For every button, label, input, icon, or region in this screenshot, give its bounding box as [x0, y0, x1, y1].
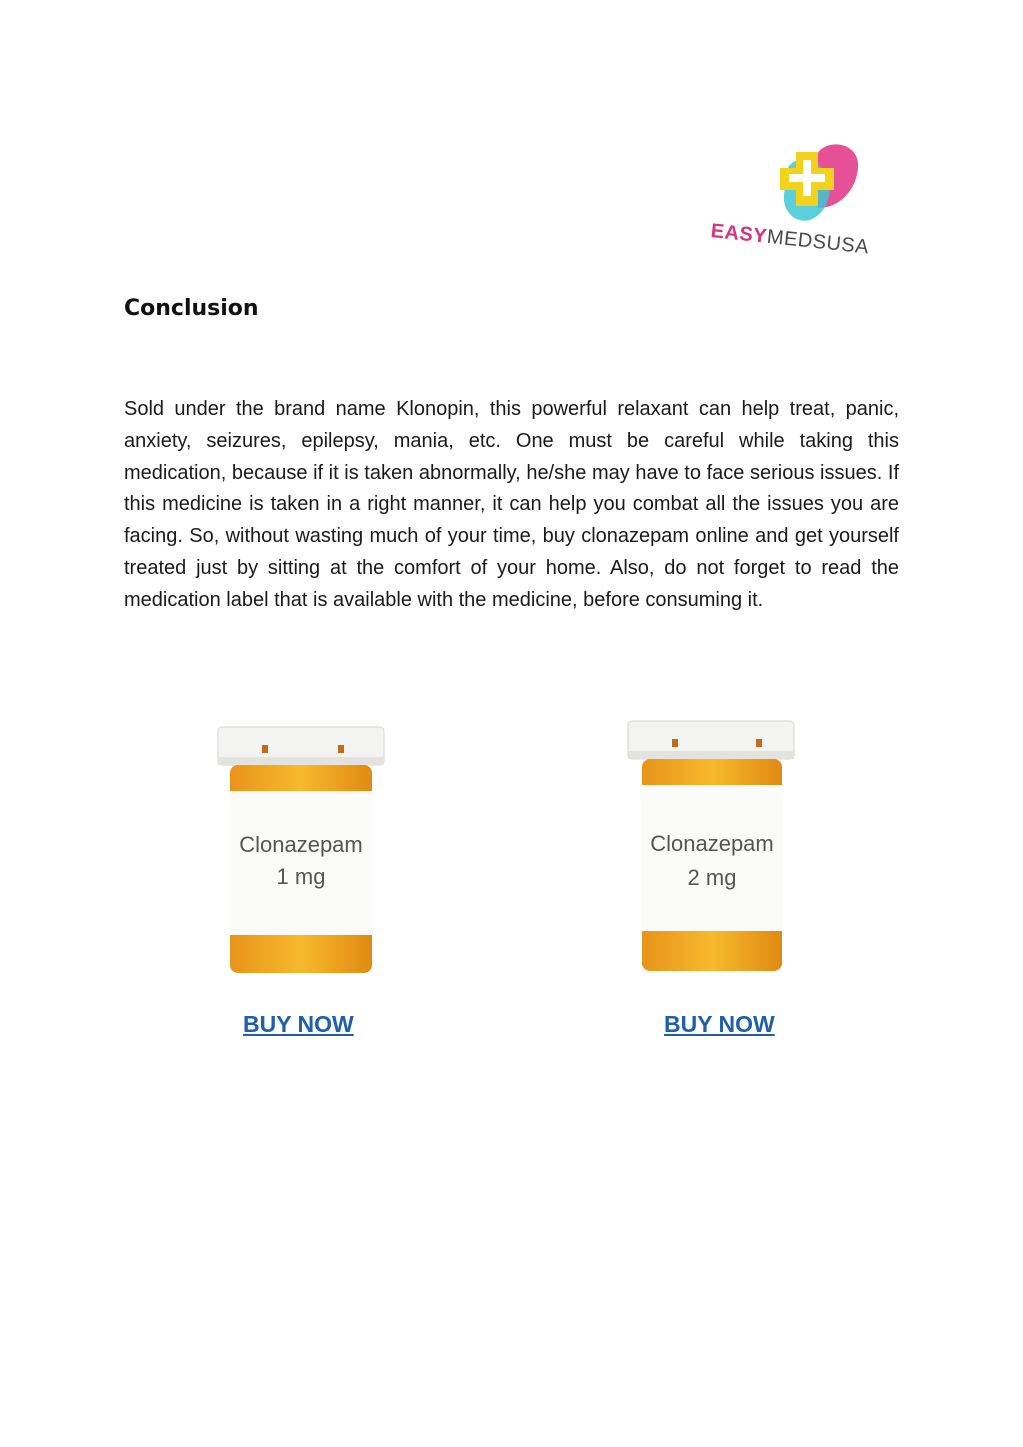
logo-cross-icon [700, 128, 900, 228]
product-label [642, 827, 782, 895]
easymedsusa-logo [700, 128, 900, 278]
product-label [230, 829, 372, 893]
product-dose: 2 mg [687, 865, 737, 890]
product-image-1mg [176, 705, 426, 995]
conclusion-paragraph: Sold under the brand name Klonopin, this powerful relaxant can help treat, panic, anxiety, seizures, epilepsy, mania, etc. One must be careful while taking this medication, because if it is taken abnormally, he/she may have to face serious issues. If this medicine is taken in a right manner, it can help you combat all the issues you are facing. So, without wasting much of your time, buy clonazepam online and get yourself treated just by sitting at the comfort of your home. Also, do not forget to read the medication label that is available with the medicine, before consuming it. [124, 398, 899, 611]
logo-word-medsusa: MEDSUSA [765, 225, 871, 259]
buy-now-link-2mg[interactable]: BUY NOW [664, 1011, 775, 1037]
product-name: Clonazepam [650, 831, 774, 856]
product-image-2mg [590, 705, 840, 995]
section-heading: Conclusion [124, 296, 259, 321]
product-name: Clonazepam [239, 832, 363, 857]
buy-now-link-1mg[interactable]: BUY NOW [243, 1011, 354, 1037]
logo-word-easy: EASY [709, 220, 769, 248]
product-dose: 1 mg [276, 864, 326, 889]
